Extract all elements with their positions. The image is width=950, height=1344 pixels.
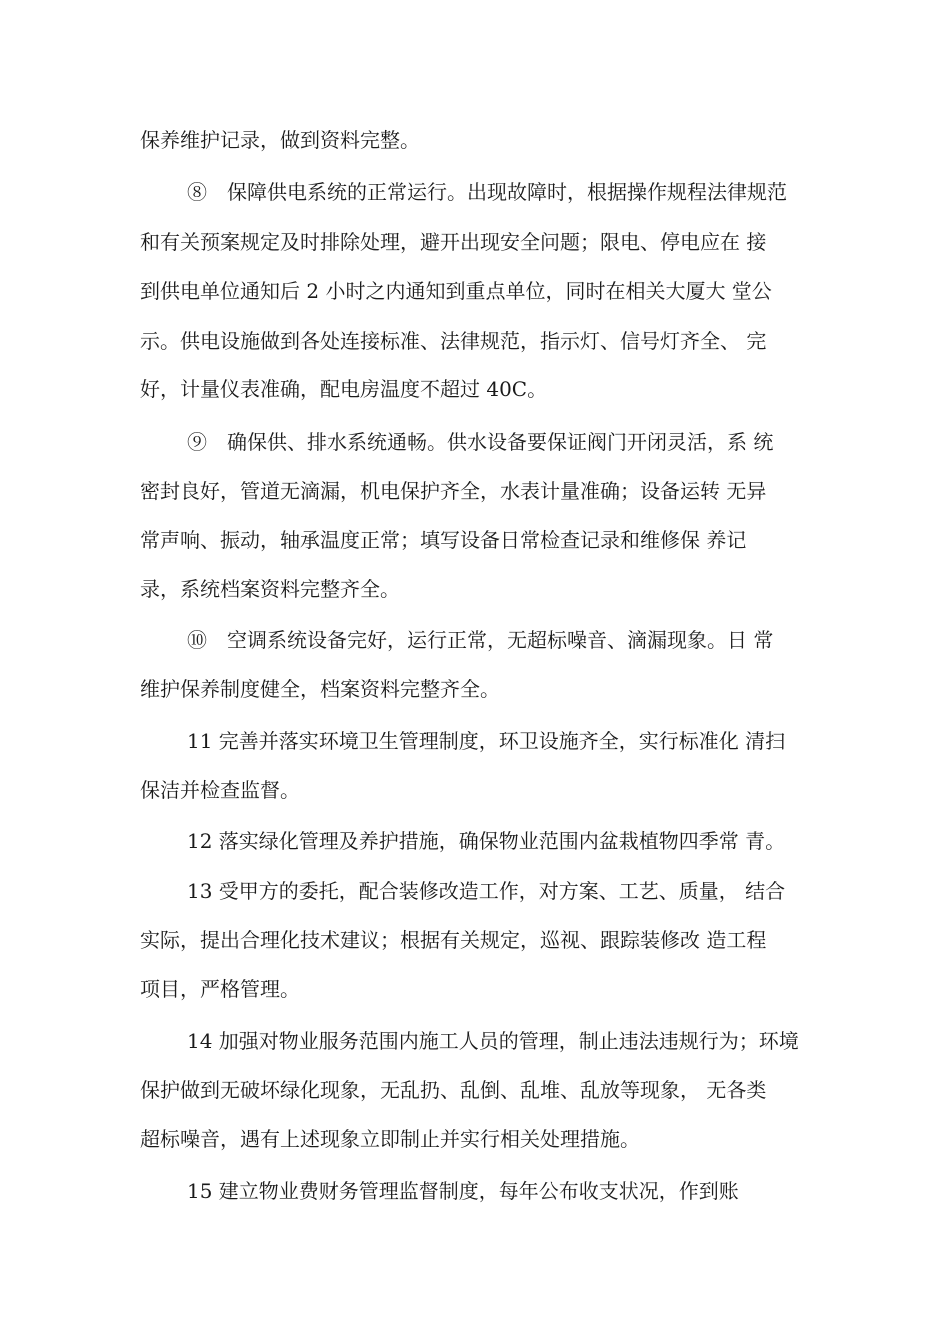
text-line: 常声响、振动，轴承温度正常；填写设备日常检查记录和维修保 养记 [140,528,747,552]
text-line: ⑧ 保障供电系统的正常运行。出现故障时，根据操作规程法律规范 [187,180,787,204]
text-line: 密封良好，管道无滴漏，机电保护齐全，水表计量准确；设备运转 无异 [140,479,767,503]
text-line: 实际，提出合理化技术建议；根据有关规定，巡视、跟踪装修改 造工程 [140,928,767,952]
text-line: 12 落实绿化管理及养护措施，确保物业范围内盆栽植物四季常 青。 [187,829,786,853]
text-line: 保护做到无破坏绿化现象，无乱扔、乱倒、乱堆、乱放等现象， 无各类 [140,1078,767,1102]
text-line: 13 受甲方的委托，配合装修改造工作，对方案、工艺、质量， 结合 [187,879,786,903]
text-line: 到供电单位通知后 2 小时之内通知到重点单位，同时在相关大厦大 堂公 [140,279,772,303]
text-line: 示。供电设施做到各处连接标准、法律规范，指示灯、信号灯齐全、 完 [140,329,767,353]
text-line: 11 完善并落实环境卫生管理制度，环卫设施齐全，实行标准化 清扫 [187,729,786,753]
text-line: 15 建立物业费财务管理监督制度，每年公布收支状况，作到账 [187,1179,739,1203]
text-line: 超标噪音，遇有上述现象立即制止并实行相关处理措施。 [140,1127,640,1151]
text-line: 录，系统档案资料完整齐全。 [140,577,400,601]
text-line: ⑨ 确保供、排水系统通畅。供水设备要保证阀门开闭灵活，系 统 [187,430,774,454]
text-line: 保养维护记录，做到资料完整。 [140,128,420,152]
text-line: 好，计量仪表准确，配电房温度不超过 40C。 [140,377,548,401]
text-line: 维护保养制度健全，档案资料完整齐全。 [140,677,500,701]
text-line: ⑩ 空调系统设备完好，运行正常，无超标噪音、滴漏现象。日 常 [187,628,774,652]
text-line: 14 加强对物业服务范围内施工人员的管理，制止违法违规行为；环境 [187,1029,799,1053]
text-line: 和有关预案规定及时排除处理，避开出现安全问题；限电、停电应在 接 [140,230,767,254]
text-line: 项目，严格管理。 [140,977,300,1001]
text-line: 保洁并检查监督。 [140,778,300,802]
